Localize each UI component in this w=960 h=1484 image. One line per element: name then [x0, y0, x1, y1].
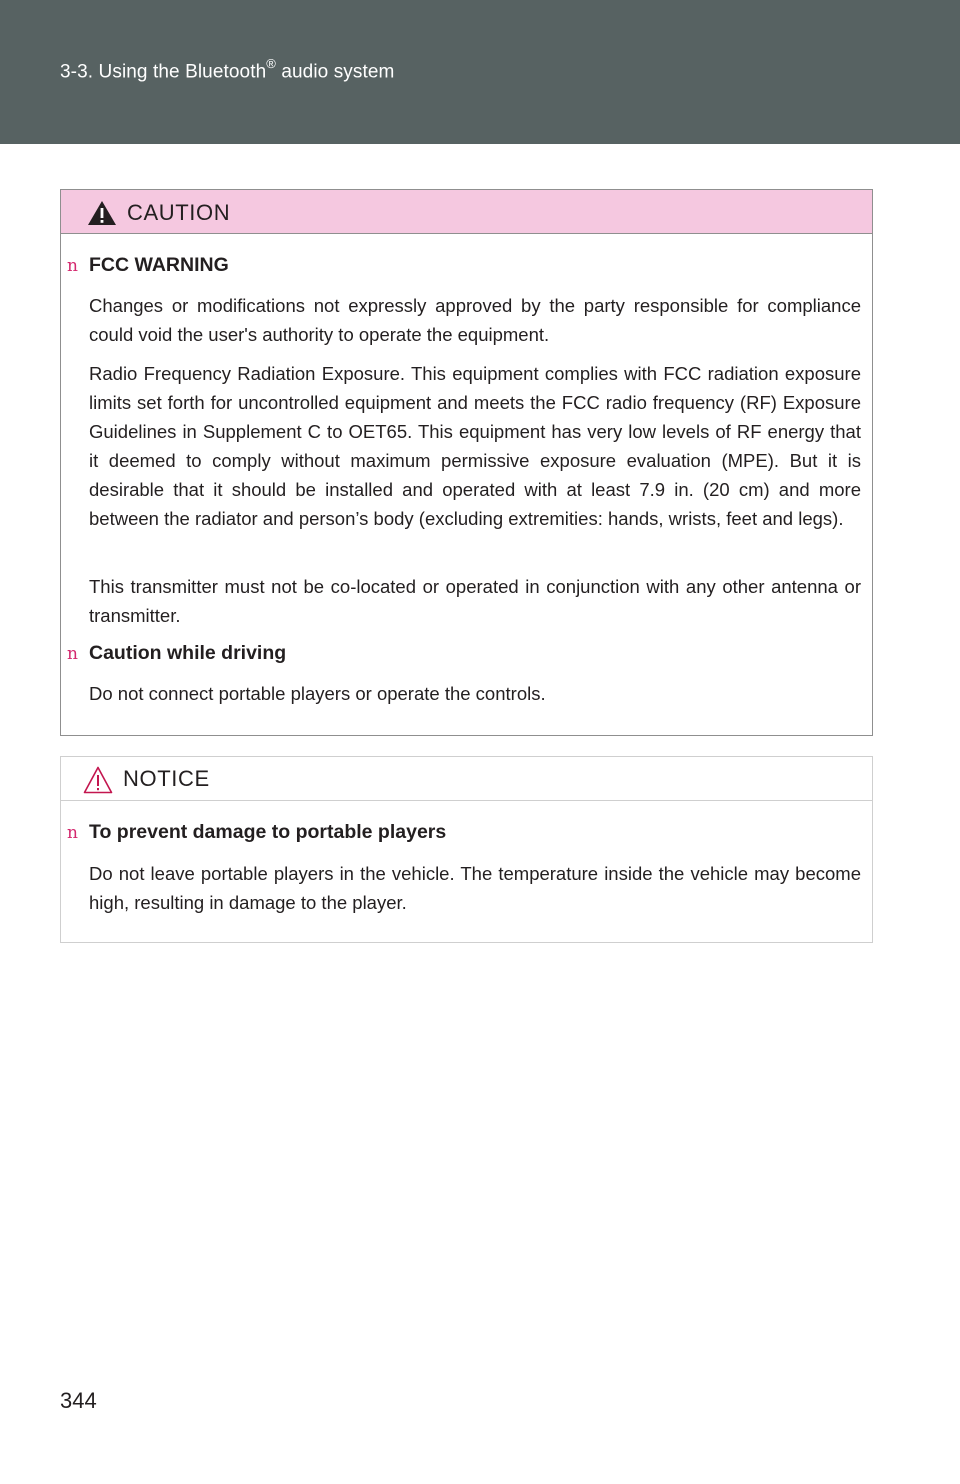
item-title-caution-driving: Caution while driving — [89, 642, 287, 664]
paragraph: This transmitter must not be co-located or operated in conjunction with any other antenna or transmitter. — [89, 576, 861, 626]
item-title-portable-players: To prevent damage to portable players — [89, 821, 447, 843]
bullet-marker: n — [67, 823, 78, 843]
page-header — [0, 0, 960, 144]
section-title — [60, 58, 394, 83]
bullet-marker: n — [67, 644, 78, 664]
paragraph: Do not leave portable players in the vehicle. The temperature inside the vehicle may become high, resulting in damage to the player. — [89, 863, 861, 913]
warning-triangle-icon — [87, 200, 117, 231]
warning-outline-icon — [83, 766, 113, 799]
notice-title: NOTICE — [123, 766, 210, 791]
notice-header — [61, 757, 872, 801]
item-title-fcc-warning: FCC WARNING — [89, 254, 229, 276]
paragraph: Do not connect portable players or operate the controls. — [89, 683, 546, 704]
caution-header — [61, 190, 872, 234]
paragraph: Radio Frequency Radiation Exposure. This equipment complies with FCC radiation exposure limits set forth for uncontrolled equipment and meets the FCC radio frequency (RF) Exposure Guidelines in Supplement C to OET65. This equipment has very low levels of RF energy that it deemed to comply without maximum permissive exposure evaluation (MPE). But it is desirable that it should be installed and operated with at least 7.9 in. (20 cm) and more between the radiator and person’s body (excluding extremities: hands, wrists, feet and legs). — [89, 363, 861, 529]
bullet-marker: n — [67, 256, 78, 276]
registered-mark: ® — [266, 56, 276, 71]
page-number: 344 — [60, 1388, 97, 1413]
caution-box — [60, 189, 873, 736]
section-title-suffix: audio system — [275, 61, 395, 83]
paragraph: Changes or modifications not expressly approved by the party responsible for compliance could void the user's authority to operate the equipment. — [89, 295, 861, 345]
caution-title: CAUTION — [127, 200, 231, 225]
notice-box — [60, 756, 873, 943]
section-title-text: 3-3. Using the Bluetooth — [60, 61, 267, 83]
